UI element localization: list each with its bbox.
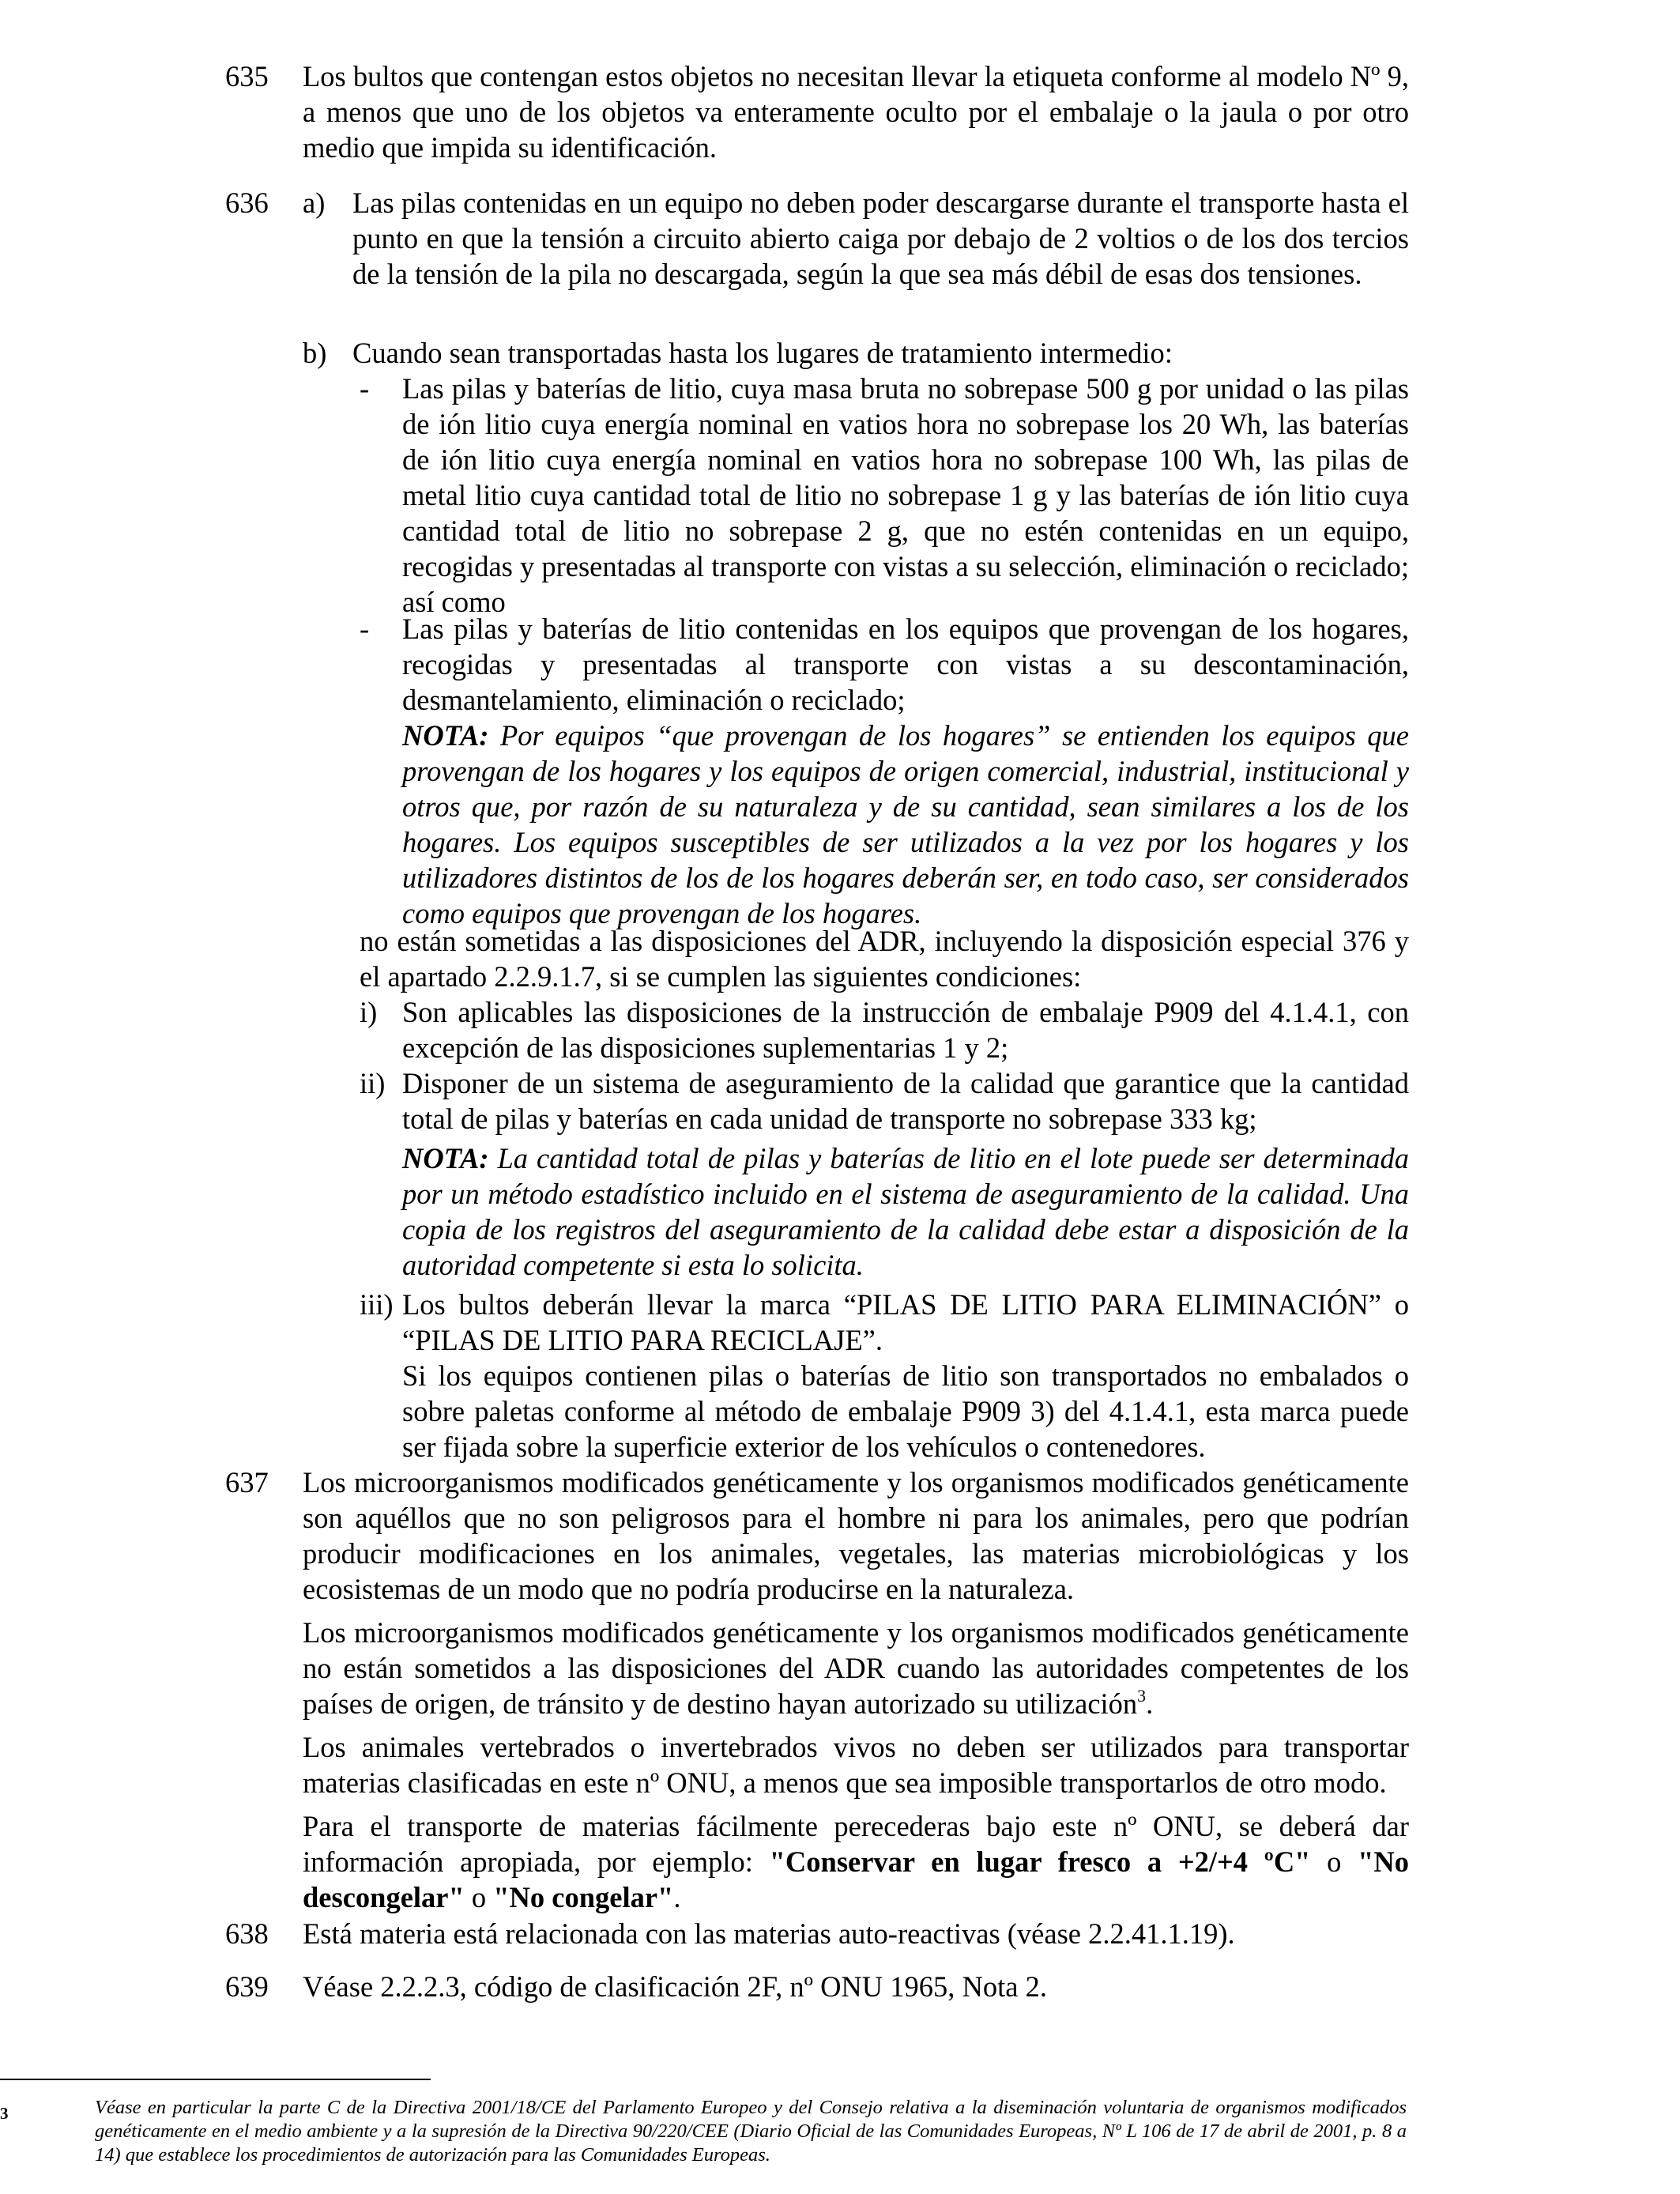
item-label-b: b) [303,337,327,369]
note-1-label: NOTA: [402,719,489,752]
provision-637-text-2 [303,1615,1409,1721]
instruction-do-not-thaw: "No descongelar" [303,1845,1410,1913]
note-2-text: La cantidad total de pilas y baterías de litio en el lote puede ser determinada por un método estadístico incluido en el sistema de aseguramiento de la calidad. Una copia de los registros del aseguramiento de la calidad debe estar a disposición de la autoridad competente si esta lo solicita. [402,1142,1409,1281]
note-2 [402,1140,1409,1283]
bullet-dash-2: - [360,613,370,645]
provision-635-text: Los bultos que contengan estos objetos no necesitan llevar la etiqueta conforme al modelo Nº 9, a menos que uno de los objetos va enteramente oculto por el embalaje o la jaula o por otro medio que impida su identificación. [303,60,1409,164]
provision-636-b-text: Cuando sean transportadas hasta los lugares de tratamiento intermedio: [352,337,1173,369]
provision-number-637: 637 [225,1466,269,1498]
footnote-separator [0,2079,431,2080]
provision-637-text-1: Los microorganismos modificados genéticamente y los organismos modificados genéticamente son aquéllos que no son peligrosos para el hombre ni para los animales, pero que podrían producir modificaciones en los animales, vegetales, las materias microbiológicas y los ecosistemas de un modo que no podría producirse en la naturaleza. [303,1466,1409,1605]
text-4-or-1: o [1310,1845,1358,1878]
text-4-or-2: o [464,1881,494,1913]
note-2-label: NOTA: [402,1142,489,1174]
footnote-mark: 3 [0,2104,9,2123]
item-label-a: a) [303,187,326,219]
provision-638-text: Está materia está relacionada con las materias auto-reactivas (véase 2.2.41.1.19). [303,1917,1235,1950]
conditions-intro: no están sometidas a las disposiciones del ADR, incluyendo la disposición especial 376 y el apartado 2.2.9.1.7, si se cumplen las siguientes condiciones: [360,925,1409,993]
provision-number-636: 636 [225,187,269,219]
provision-637-text-3: Los animales vertebrados o invertebrados vivos no deben ser utilizados para transportar materias clasificadas en este nº ONU, a menos que sea imposible transportarlos de otro modo. [303,1731,1409,1799]
provision-637-text-4 [303,1808,1409,1915]
instruction-do-not-freeze: "No congelar" [493,1881,674,1913]
text-4-intro: Para el transporte de materias fácilmente perecederas bajo este nº ONU, se deberá dar información apropiada, por ejemplo: [303,1810,1409,1878]
condition-i-text: Son aplicables las disposiciones de la instrucción de embalaje P909 del 4.1.4.1, con excepción de las disposiciones suplementarias 1 y 2; [402,996,1409,1064]
provision-639-text: Véase 2.2.2.3, código de clasificación 2F, nº ONU 1965, Nota 2. [303,1970,1047,2003]
provision-number-635: 635 [225,60,269,92]
provision-636-a-text: Las pilas contenidas en un equipo no deben poder descargarse durante el transporte hasta el punto en que la tensión a circuito abierto caiga por debajo de 2 voltios o de los dos tercios de la tensión de la pila no descargada, según la que sea más débil de esas dos tensiones. [352,187,1409,290]
condition-label-ii: ii) [360,1067,386,1099]
provision-637-text-2-body: Los microorganismos modificados genéticamente y los organismos modificados genéticamente no están sometidos a las disposiciones del ADR cuando las autoridades competentes de los países de origen, de tránsito y de destino hayan autorizado su utilización [303,1616,1409,1720]
condition-iii-extra: Si los equipos contienen pilas o baterías de litio son transportados no embalados o sobre paletas conforme al método de embalaje P909 3) del 4.1.4.1, esta marca puede ser fijada sobre la superficie exterior de los vehículos o contenedores. [402,1359,1409,1463]
condition-label-iii: iii) [360,1288,394,1321]
footnote-reference[interactable]: 3 [1137,1685,1147,1706]
provision-number-639: 639 [225,1970,269,2003]
bullet-1-text: Las pilas y baterías de litio, cuya masa bruta no sobrepase 500 g por unidad o las pilas de ión litio cuya energía nominal en vatios hora no sobrepase los 20 Wh, las baterías de ión litio cuya energía nominal en vatios hora no sobrepase 100 Wh, las pilas de metal litio cuya cantidad total de litio no sobrepase 1 g y las baterías de ión litio cuya cantidad total de litio no sobrepase 2 g, que no estén contenidas en un equipo, recogidas y presentadas al transporte con vistas a su selección, eliminación o reciclado; así como [402,372,1409,618]
provision-number-638: 638 [225,1917,269,1950]
provision-637-text-2-end: . [1146,1687,1154,1720]
condition-label-i: i) [360,996,378,1028]
bullet-dash-1: - [360,372,370,405]
instruction-keep-cool: "Conservar en lugar fresco a +2/+4 ºC" [769,1845,1311,1878]
condition-ii-text: Disponer de un sistema de aseguramiento de la calidad que garantice que la cantidad total de pilas y baterías en cada unidad de transporte no sobrepase 333 kg; [402,1067,1409,1135]
note-1 [402,718,1409,931]
condition-iii-text: Los bultos deberán llevar la marca “PILAS DE LITIO PARA ELIMINACIÓN” o “PILAS DE LITIO PARA RECICLAJE”. [402,1288,1409,1356]
note-1-text: Por equipos “que provengan de los hogares” se entienden los equipos que provengan de los hogares y los equipos de origen comercial, industrial, institucional y otros que, por razón de su naturaleza y de su cantidad, sean similares a los de los hogares. Los equipos susceptibles de ser utilizados a la vez por los hogares y los utilizadores distintos de los de los hogares deberán ser, en todo caso, ser considerados como equipos que provengan de los hogares. [402,719,1409,929]
text-4-end: . [673,1881,681,1913]
footnote-text: Véase en particular la parte C de la Directiva 2001/18/CE del Parlamento Europeo y del Consejo relativa a la diseminación voluntaria de organismos modificados genéticamente en el medio ambiente y a la supresión de la Directiva 90/220/CEE (Diario Oficial de las Comunidades Europeas, Nº L 106 de 17 de abril de 2001, p. 8 a 14) que establece los procedimientos de autorización para las Comunidades Europeas. [95,2097,1407,2166]
bullet-2-text: Las pilas y baterías de litio contenidas en los equipos que provengan de los hogares, recogidas y presentadas al transporte con vistas a su descontaminación, desmantelamiento, eliminación o reciclado; [402,613,1409,716]
